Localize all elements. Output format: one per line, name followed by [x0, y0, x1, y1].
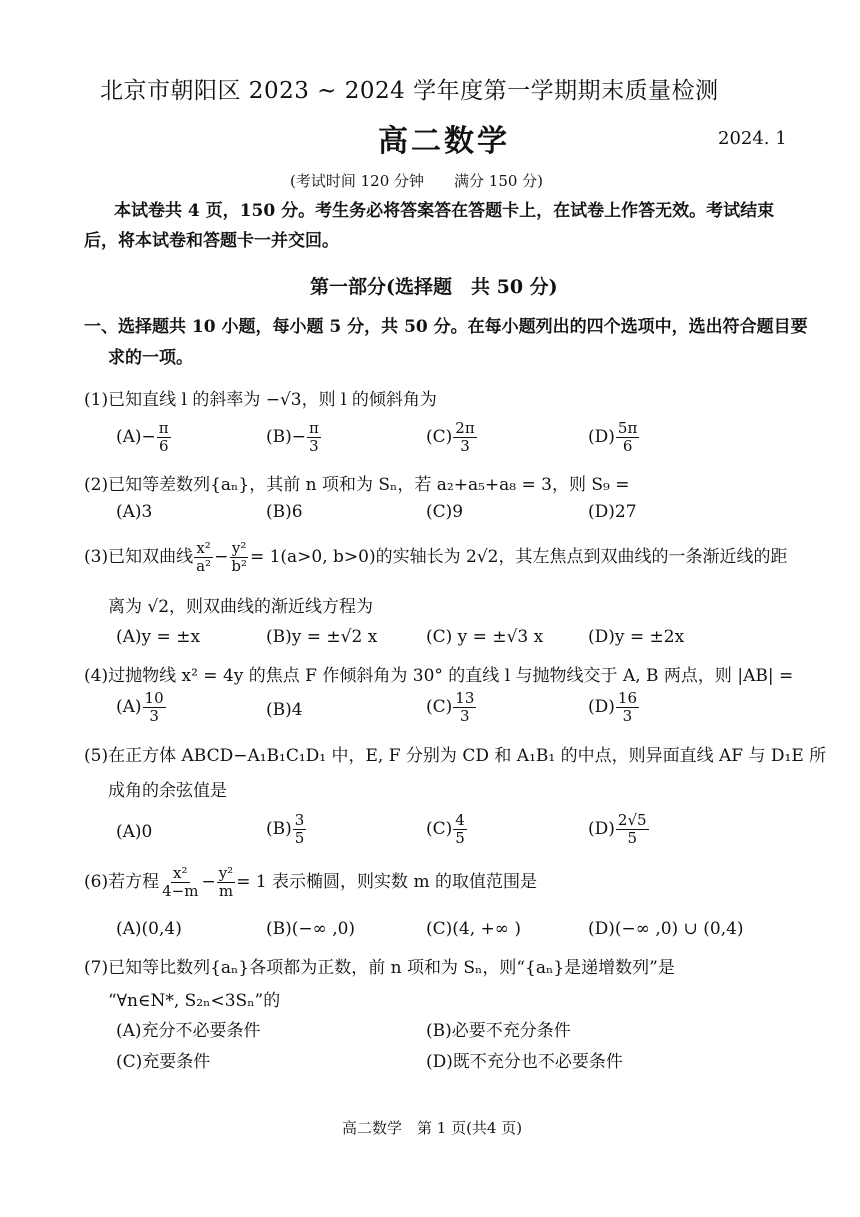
exam-date: 2024. 1 — [718, 128, 787, 149]
q2-option-a: (A)3 — [116, 502, 153, 522]
instructions-line1: 本试卷共 4 页，150 分。考生务必将答案答在答题卡上，在试卷上作答无效。考试结束 — [114, 201, 775, 221]
q7-stem-line1: (7)已知等比数列{aₙ}各项都为正数，前 n 项和为 Sₙ，则“{aₙ}是递增数列”是 — [84, 958, 675, 978]
q2-stem: (2)已知等差数列{aₙ}，其前 n 项和为 Sₙ，若 a₂+a₅+a₈ = 3，则 S₉ = — [84, 475, 630, 495]
q2-option-d: (D)27 — [588, 502, 637, 522]
q7-stem-line2: “∀n∈N*, S₂ₙ<3Sₙ”的 — [108, 991, 281, 1011]
part1-title: 第一部分(选择题 共 50 分) — [310, 276, 558, 298]
q7-option-a: (A)充分不必要条件 — [116, 1021, 261, 1041]
page-footer: 高二数学 第 1 页(共4 页) — [342, 1119, 523, 1137]
q3-option-d: (D)y = ±2x — [588, 627, 685, 647]
q1-option-c: (C) $\frac{2\pi}{3}$ — [426, 419, 475, 455]
q4-stem: (4)过抛物线 x² = 4y 的焦点 F 作倾斜角为 30° 的直线 l 与抛物线交于 A, B 两点，则 |AB| = — [84, 666, 794, 686]
q5-stem-line1: (5)在正方体 ABCD−A₁B₁C₁D₁ 中，E, F 分别为 CD 和 A₁B₁ 的中点，则异面直线 AF 与 D₁E 所 — [84, 746, 827, 766]
q6-option-d: (D)(−∞ ,0) ∪ (0,4) — [588, 919, 744, 939]
q2-option-b: (B)6 — [266, 502, 303, 522]
instructions-line2: 后，将本试卷和答题卡一并交回。 — [84, 231, 339, 251]
q1-option-a: (A)− $\frac{\pi}{6}$ — [116, 419, 169, 455]
q7-option-d: (D)既不充分也不必要条件 — [426, 1052, 623, 1072]
q4-option-a: (A) $\frac{10}{3}$ — [116, 689, 164, 725]
q4-option-b: (B)4 — [266, 700, 303, 720]
q1-option-d: (D) $\frac{5\pi}{6}$ — [588, 419, 638, 455]
q4-option-d: (D) $\frac{16}{3}$ — [588, 689, 637, 725]
q3-option-c: (C) y = ±√3 x — [426, 627, 544, 647]
subject-title: 高二数学 — [378, 124, 510, 159]
q7-option-c: (C)充要条件 — [116, 1052, 211, 1072]
section-heading-line2: 求的一项。 — [108, 348, 193, 368]
q5-stem-line2: 成角的余弦值是 — [108, 781, 227, 801]
q5-option-a: (A)0 — [116, 822, 153, 842]
q6-option-b: (B)(−∞ ,0) — [266, 919, 356, 939]
q6-option-a: (A)(0,4) — [116, 919, 182, 939]
q3-option-b: (B)y = ±√2 x — [266, 627, 378, 647]
q7-option-b: (B)必要不充分条件 — [426, 1021, 571, 1041]
exam-info: (考试时间 120 分钟 满分 150 分) — [290, 172, 544, 190]
q1-option-b: (B)− $\frac{\pi}{3}$ — [266, 419, 319, 455]
q3-option-a: (A)y = ±x — [116, 627, 201, 647]
q2-option-c: (C)9 — [426, 502, 464, 522]
q6-stem: (6)若方程 $\frac{\text{x²}}{4-m}$ − $\frac{\text{y²}}{m}$ = 1 表示椭圆，则实数 m 的取值范围是 — [84, 864, 537, 900]
q3-stem-line1: (3)已知双曲线 $\frac{\text{x²}}{\text{a²}}$ − $\frac{\text{y²}}{\text{b²}}$ = 1(a>0, b>0)的实轴长为 2√2，其左焦点到双曲线的一条渐近线的距 — [84, 539, 788, 575]
q5-option-b: (B) $\frac{3}{5}$ — [266, 811, 305, 847]
q6-option-c: (C)(4, +∞ ) — [426, 919, 521, 939]
q5-option-d: (D) $\frac{2√5}{5}$ — [588, 811, 647, 847]
q4-option-c: (C) $\frac{13}{3}$ — [426, 689, 475, 725]
q3-stem-line2: 离为 √2，则双曲线的渐近线方程为 — [108, 597, 374, 617]
section-heading-line1: 一、选择题共 10 小题，每小题 5 分，共 50 分。在每小题列出的四个选项中，选出符合题目要 — [84, 317, 808, 337]
q1-stem: (1)已知直线 l 的斜率为 −√3，则 l 的倾斜角为 — [84, 390, 437, 410]
q5-option-c: (C) $\frac{4}{5}$ — [426, 811, 465, 847]
exam-title: 北京市朝阳区 2023 ~ 2024 学年度第一学期期末质量检测 — [100, 78, 719, 104]
